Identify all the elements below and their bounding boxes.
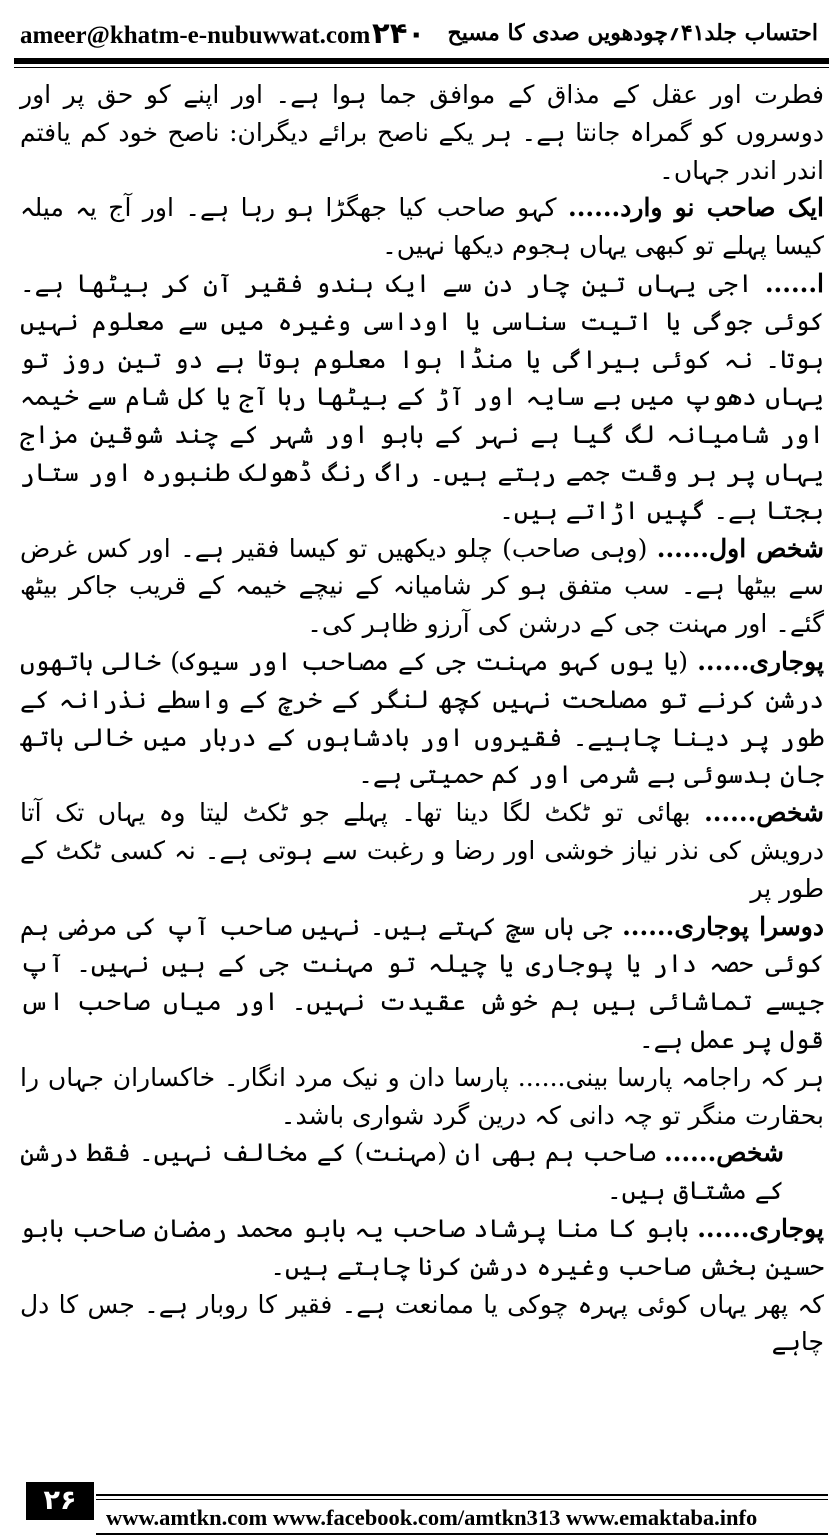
paragraph	[20, 794, 824, 907]
paragraph-text: ہر کہ راجامہ پارسا بینی...... پارسا دان و نیک مرد انگار۔ خاکساران جہاں را بحقارت منگر تو چہ دانی کہ درین گرد شواری باشد۔	[20, 1062, 824, 1130]
paragraph-text: جی ہاں سچ کہتے ہیں۔ نہیں صاحب آپ کی مرضی ہم کوئی حصہ دار یا پوجاری یا چیلہ تو مہنت جی کے ہیں نہیں۔ آپ جیسے تماشائی ہیں ہم خوش عقیدت نہیں۔ اور میاں صاحب اس قول پر عمل ہے۔	[20, 911, 824, 1054]
header-divider-thick	[14, 58, 829, 64]
paragraph	[20, 265, 824, 530]
footer-divider	[96, 1494, 828, 1496]
footer-divider	[96, 1533, 828, 1535]
paragraph	[20, 1134, 824, 1210]
paragraph-text: (یا یوں کہو مہنت جی کے مصاحب اور سیوک) خالی ہاتھوں درشن کرنے تو مصلحت نہیں کچھ لنگر کے خرچ کے واسطے نذرانہ کے طور پر دینا چاہیے۔ فقیروں اور بادشاہوں کے دربار میں خالی ہاتھ جان بدسوئی بے شرمی اور کم حمیتی ہے۔	[20, 646, 824, 790]
paragraph	[20, 530, 824, 643]
paragraph	[20, 189, 824, 265]
page-header	[0, 0, 840, 64]
paragraph-text: اجی یہاں تین چار دن سے ایک ہندو فقیر آن کر بیٹھا ہے۔ کوئی جوگی یا اتیت سناسی یا اوداسی وغیرہ میں سے معلوم نہیں ہوتا۔ نہ کوئی بیراگی یا منڈا ہوا معلوم ہوتا ہے دو تین روز تو یہاں دھوپ میں بے سایہ اور آڑ کے بیٹھا رہا آج یا کل شام سے خیمہ اور شامیانہ لگ گیا ہے نہر کے بابو اور شہر کے چند شوقین مزاج یہاں پر ہر وقت جمے رہتے ہیں۔ راگ رنگ ڈھولک طنبورہ اور ستار بجتا ہے۔ گپیں اڑاتے ہیں۔	[20, 268, 824, 525]
paragraph-text: فطرت اور عقل کے مذاق کے موافق جما ہوا ہے۔ اور اپنے کو حق پر اور دوسروں کو گمراہ جانتا ہے۔ ہر یکے ناصح برائے دیگران: ناصح خود کم یافتم اندر اندر جہاں۔	[20, 80, 824, 185]
speaker-label: شخص......	[704, 798, 824, 828]
speaker-label: دوسرا پوجاری......	[622, 911, 825, 941]
header-page-number: ۲۴۰	[372, 16, 426, 50]
speaker-label: شخص اول......	[656, 533, 824, 563]
paragraph	[20, 908, 824, 1059]
paragraph-text: بھائی تو ٹکٹ لگا دینا تھا۔ پہلے جو ٹکٹ لیتا وہ یہاں تک آتا درویش کی نذر نیاز خوشی اور رضا و رغبت سے ہوتی ہے۔ نہ کسی ٹکٹ کے طور پر	[20, 798, 824, 903]
paragraph	[20, 1210, 824, 1286]
speaker-label: ایک صاحب نو وارد......	[568, 193, 824, 223]
speaker-label: ا......	[764, 268, 824, 298]
paragraph-text: کہو صاحب کیا جھگڑا ہو رہا ہے۔ اور آج یہ میلہ کیسا پہلے تو کبھی یہاں ہجوم دیکھا نہیں۔	[20, 193, 824, 261]
header-email: ameer@khatm-e-nubuwwat.com	[20, 22, 371, 49]
header-divider-thin	[14, 67, 829, 68]
footer-page-number: ۲۶	[26, 1482, 94, 1520]
footer-websites: www.amtkn.com www.facebook.com/amtkn313 www.emaktaba.info	[106, 1505, 758, 1530]
paragraph	[20, 643, 824, 794]
speaker-label: پوجاری......	[697, 646, 824, 676]
speaker-label: شخص......	[664, 1138, 784, 1168]
paragraph	[20, 1059, 824, 1135]
paragraph	[20, 1286, 824, 1362]
paragraph-text: بابو کا منا پرشاد صاحب یہ بابو محمد رمضان صاحب بابو حسین بخش صاحب وغیرہ درشن کرنا چاہتے ہیں۔	[20, 1213, 824, 1281]
paragraph	[20, 76, 824, 189]
header-book-title: احتساب جلد۴۱؍چودھویں صدی کا مسیح	[447, 20, 818, 46]
paragraph-text: صاحب ہم بھی ان (مہنت) کے مخالف نہیں۔ فقط درشن کے مشتاق ہیں۔	[20, 1138, 784, 1206]
paragraph-text: کہ پھر یہاں کوئی پہرہ چوکی یا ممانعت ہے۔ فقیر کا روبار ہے۔ جس کا دل چاہے	[20, 1289, 824, 1357]
speaker-label: پوجاری......	[697, 1213, 824, 1243]
page-body	[20, 76, 824, 1361]
paragraph-text: (وہی صاحب) چلو دیکھیں تو کیسا فقیر ہے۔ اور کس غرض سے بیٹھا ہے۔ سب متفق ہو کر شامیانہ کے نیچے خیمہ کے قریب جاکر بیٹھ گئے۔ اور مہنت جی کے درشن کی آرزو ظاہر کی۔	[20, 533, 824, 639]
footer-divider	[96, 1499, 828, 1500]
